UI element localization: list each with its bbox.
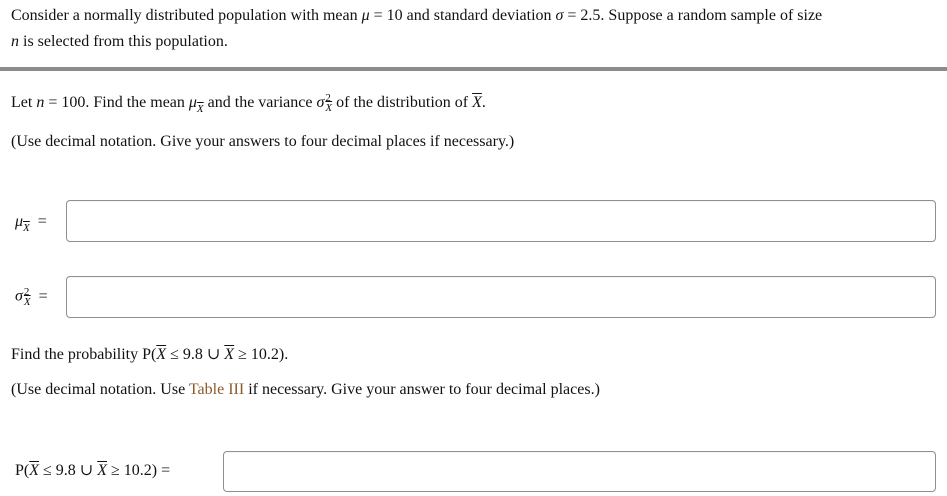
probability-answer-input[interactable] [223, 451, 936, 492]
problem-line-1: Consider a normally distributed population with mean μ = 10 and standard deviation σ = 2.5. Suppose a random sample of size [11, 7, 823, 24]
mean-label: $\mu_{\overline{X}}$ = [15, 213, 47, 234]
part-b-question: Find the probability $P(\overline{X} \le 9.8$ ∪ $\overline{X} \ge 10.2$). [11, 346, 289, 363]
variance-label: σ $\frac{2}{X}$ = [15, 286, 48, 308]
problem-line-2: n is selected from this population. [11, 33, 228, 50]
part-a-instruction: (Use decimal notation. Give your answers to four decimal places if necessary.) [11, 133, 515, 150]
table-iii-link[interactable]: Table III [188, 381, 245, 398]
section-divider [0, 67, 947, 71]
problem-statement [11, 3, 822, 55]
mean-answer-input[interactable] [66, 200, 936, 242]
part-b-instruction: (Use decimal notation. Use Table III if necessary. Give your answer to four decimal places.) [11, 381, 600, 398]
probability-label: $P(\overline{X} \le 9.8$ ∪ $\overline{X} \ge 10.2$) = [15, 462, 171, 479]
part-a-question: Let n = 100. Find the mean $\mu_{\overline{X}}$ and the variance σ $\frac{2}{X}$ of the distribution of $\overline{X}$. [11, 92, 486, 115]
variance-answer-input[interactable] [66, 276, 936, 318]
